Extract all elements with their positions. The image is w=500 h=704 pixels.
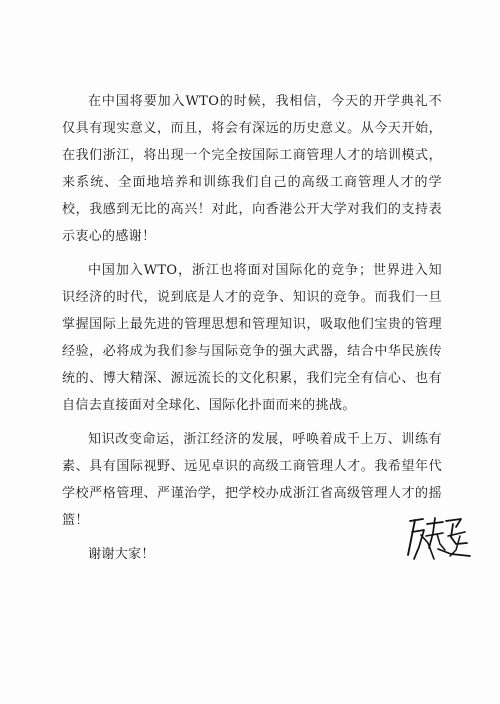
paragraph-wto-competition: 中国加入WTO，浙江也将面对国际化的竞争；世界进入知识经济的时代，说到底是人才的竞争、知识的竞争。而我们一旦掌握国际上最先进的管理思想和管理知识，吸取他们宝贵的管理经验，必将成为我们参与国际竞争的强大武器，结合中华民族传统的、博大精深、源远流长的文化积累，我们完全有信心、也有自信去直接面对全球化、国际化扑面而来的挑战。 (62, 263, 442, 413)
closing-thanks: 谢谢大家！ (88, 547, 155, 562)
handwritten-signature (404, 512, 476, 564)
letter-body (62, 88, 442, 568)
signature-strokes (404, 512, 476, 564)
paragraph-talent-hope: 知识改变命运，浙江经济的发展，呼唤着成千上万、训练有素、具有国际视野、远见卓识的高级工商管理人才。我希望年代学校严格管理、严谨治学，把学校办成浙江省高级管理人才的摇篮！ (62, 432, 442, 528)
paragraph-opening: 在中国将要加入WTO的时候，我相信，今天的开学典礼不仅具有现实意义，而且，将会有深远的历史意义。从今天开始，在我们浙江，将出现一个完全按国际工商管理人才的培训模式，来系统、全面地培养和训练我们自己的高级工商管理人才的学校，我感到无比的高兴！对此，向香港公开大学对我们的支持表示衷心的感谢！ (62, 94, 442, 244)
